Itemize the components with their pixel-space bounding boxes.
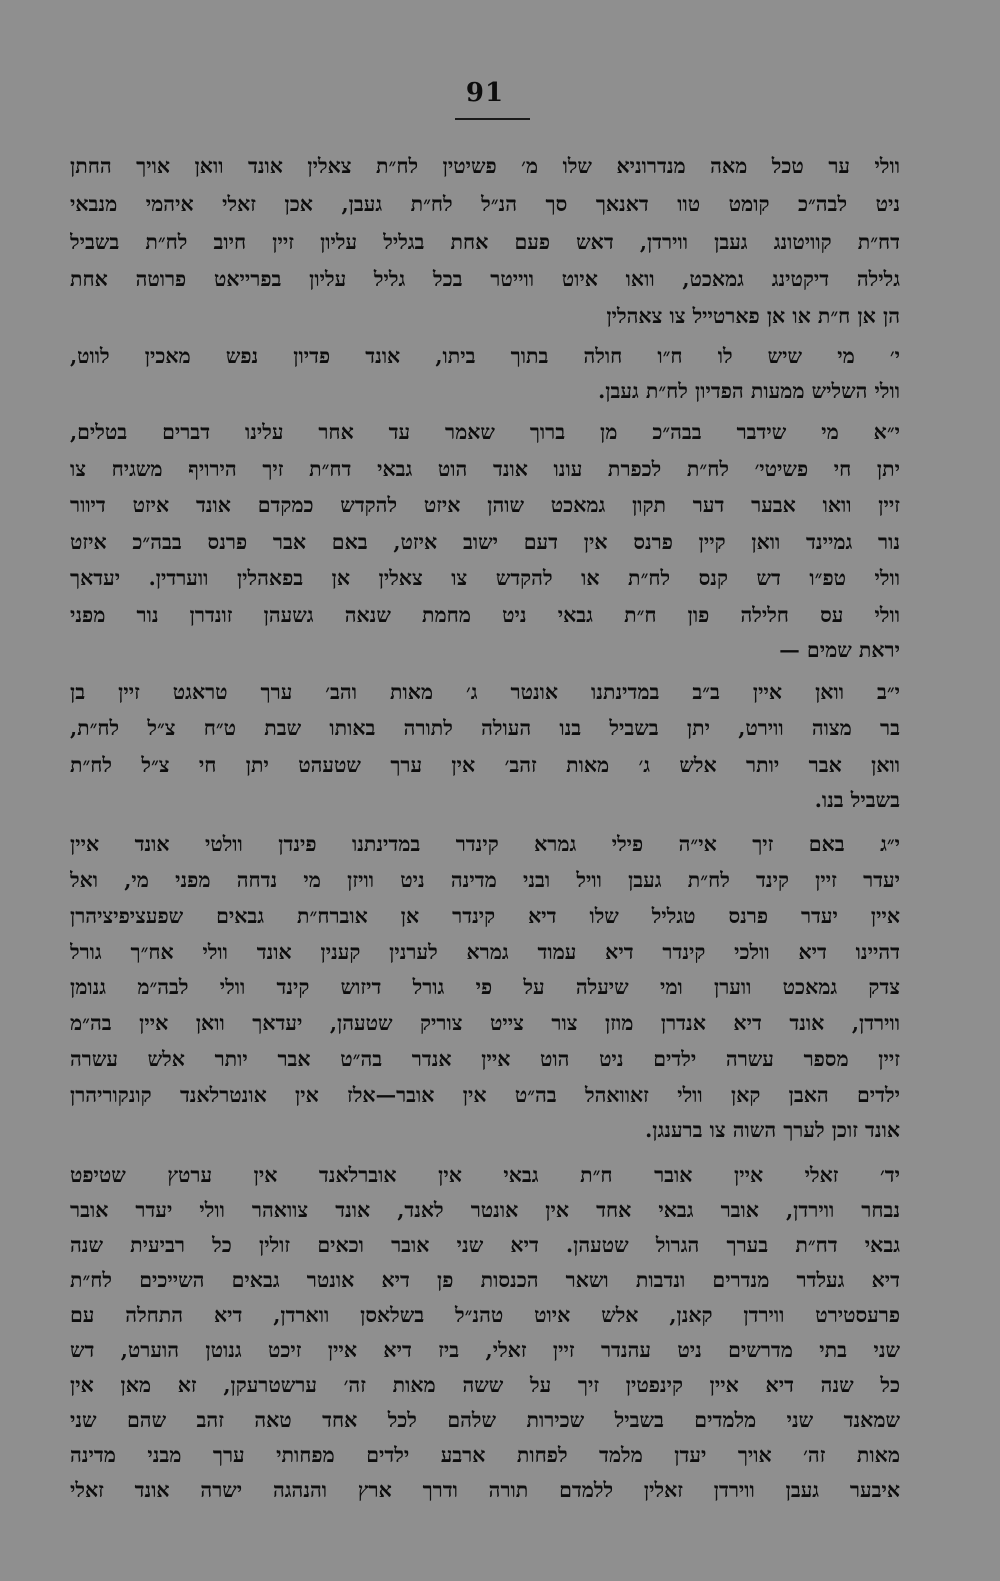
- text-line: ווירדן, אונד דיא אנדרן מוזן צור צייט צוריק שטעהן, יעדאך וואן איין בה״מ: [70, 1011, 900, 1035]
- text-line: י״ג באם זיך אי״ה פילי גמרא קינדר במדינתנו פינדן וולטי אונד איין: [70, 832, 900, 856]
- text-line: יתן חי פשיטי׳ לח״ת לכפרת עונו אונד הוט גבאי דח״ת זיך הירויף משגיח צו: [70, 457, 900, 481]
- text-line: דהיינו דיא וולכי קינדר דיא עמוד גמרא לערנין קענין אונד וולי אח״ך גורל: [70, 940, 900, 964]
- text-line: כל שנה דיא איין קינפטין זיך על ששה מאות זה׳ ערשטרעקן, זא מאן אין: [70, 1373, 900, 1397]
- text-line: זיין מספר עשרה ילדים ניט הוט איין אנדר בה״ט אבר יותר אלש עשרה: [70, 1047, 900, 1071]
- page-number: 91: [465, 78, 505, 108]
- text-line: דיא געלדר מנדרים ונדבות ושאר הכנסות פן דיא אונטר גבאים השייכים לח״ת: [70, 1268, 900, 1292]
- text-line: י״ב וואן איין ב״ב במדינתנו אונטר ג׳ מאות והב׳ ערך טראגט זיין בן: [70, 680, 900, 704]
- text-line: איבער געבן ווירדן זאלין ללמדם תורה ודרך ארץ והנהגה ישרה אונד זאלי: [70, 1478, 900, 1502]
- text-line: וואן אבר יותר אלש ג׳ מאות זהב׳ אין ערך שטעהט יתן חי צ״ל לח״ת: [70, 753, 900, 777]
- text-line: וולי השליש ממעות הפדיון לח״ת געבן.: [598, 379, 900, 403]
- text-line: נור גמיינד וואן קיין פרנס אין דעם ישוב איזט, באם אבר פרנס בבה״כ איזט: [70, 530, 900, 554]
- text-line: אונד זוכן לערך השוה צו ברענגן.: [645, 1118, 900, 1142]
- text-line: מאות זה׳ אויך יעדן מלמד לפחות ארבע ילדים מפחותי ערך מבני מדינה: [70, 1443, 900, 1467]
- text-line: י״א מי שידבר בבה״כ מן ברוך שאמר עד אחר עלינו דברים בטלים,: [70, 420, 900, 444]
- text-line: שמאנד שני מלמדים בשביל שכירות שלהם לכל אחד טאה זהב שהם שני: [70, 1408, 900, 1432]
- text-line: יעדר זיין קינד לח״ת געבן וויל ובני מדינה ניט וויזן מי נדחה מפני מי, ואל: [70, 868, 900, 892]
- text-line: איין יעדר פרנס טגליל שלו דיא קינדר אן אוברח״ת גבאים שפעציפיציהרן: [70, 904, 900, 928]
- text-line: נבחר ווירדן, אובר גבאי אחד אין אונטר לאנד, אונד צוואהר וולי יעדר אובר: [70, 1198, 900, 1222]
- text-line: פרעסטירט ווירדן קאנן, אלש איוט טהנ״ל בשלאסן ווארדן, דיא התחלה עם: [70, 1303, 900, 1327]
- text-line: ניט לבה״כ קומט טוו דאנאך סך הנ״ל לח״ת געבן, אכן זאלי איהמי מנבאי: [70, 192, 900, 216]
- text-line: זיין וואו אבער דער תקון גמאכט שוהן איזט להקדש כמקדם אונד איזט דיוור: [70, 493, 900, 517]
- text-line: דח״ת קוויטונג געבן ווירדן, דאש פעם אחת בגליל עליון זיין חיוב לח״ת בשביל: [70, 230, 900, 254]
- text-line: וולי טפ״ו דש קנס לח״ת או להקדש צו צאלין אן בפאהלין ווערדין. יעדאך: [70, 566, 900, 590]
- text-line: בר מצוה ווירט, יתן בשביל בנו העולה לתורה באותו שבת ט״ח צ״ל לח״ת,: [70, 716, 900, 740]
- text-line: וולי עס חלילה פון ח״ת גבאי ניט מחמת שנאה גשעהן זונדרן נור מפני: [70, 603, 900, 627]
- text-line: י׳ מי שיש לו ח״ו חולה בתוך ביתו, אונד פדיון נפש מאכין לווט,: [70, 344, 900, 368]
- text-line: ילדים האבן קאן וולי זאוואהל בה״ט אין אובר—אלז אין אונטרלאנד קונקוריהרן: [70, 1083, 900, 1107]
- page-number-rule: [455, 118, 530, 120]
- text-line: הן אן ח״ת או אן פארטייל צו צאהלין: [606, 304, 900, 328]
- text-line: וולי ער טכל מאה מנדרוניא שלו מ׳ פשיטין לח״ת צאלין אונד וואן אויך החתן: [70, 154, 900, 178]
- text-line: יראת שמים —: [779, 638, 900, 662]
- text-line: גבאי דח״ת בערך הגרול שטעהן. דיא שני אובר וכאים זולין כל רביעית שנה: [70, 1233, 900, 1257]
- text-line: שני בתי מדרשים ניט עהנדר זיין זאלי, ביז דיא איין זיכט גנוטן הוערט, דש: [70, 1338, 900, 1362]
- text-line: צדק גמאכט ווערן ומי שיעלה על פי גורל דיזוש קינד וולי לבה״מ גנומן: [70, 975, 900, 999]
- document-page: [70, 70, 900, 1510]
- text-line: יד׳ זאלי איין אובר ח״ת גבאי אין אוברלאנד אין ערטץ שטיפט: [70, 1163, 900, 1187]
- text-line: גלילה דיקטינג גמאכט, וואו איוט ווייטר בכל גליל עליון בפרייאט פרוטה אחת: [70, 267, 900, 291]
- text-line: בשביל בנו.: [814, 788, 900, 812]
